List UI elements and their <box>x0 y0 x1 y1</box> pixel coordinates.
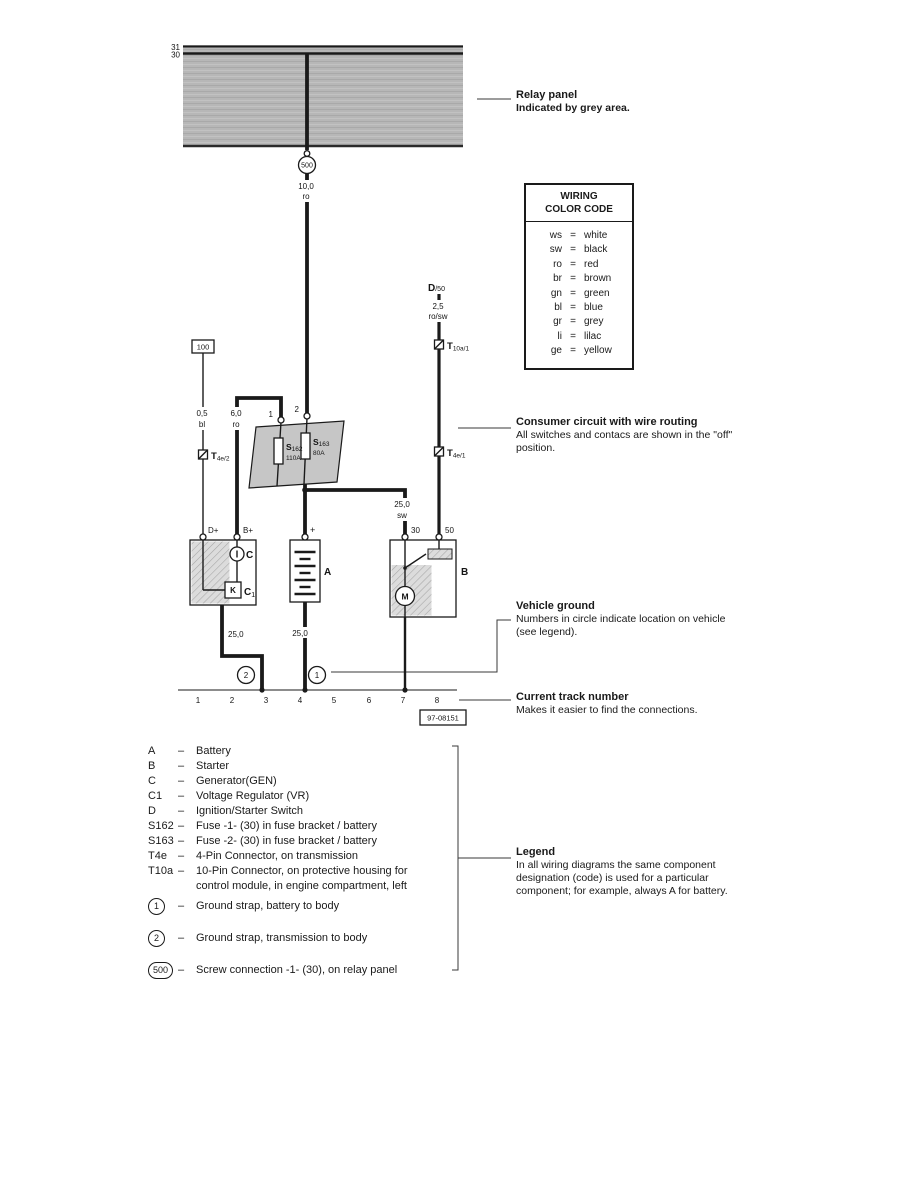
terminal-50 <box>436 534 442 540</box>
track-31-label: 31 <box>171 43 180 52</box>
motor-label: M <box>401 591 409 602</box>
color-code-name: white <box>584 230 608 241</box>
wire-size-label: 6,0 <box>230 409 242 418</box>
color-code-name: green <box>584 287 610 299</box>
color-code-abbr: br <box>553 273 562 285</box>
annotation-title: Consumer circuit with wire routing <box>516 416 698 428</box>
legend-row-ground-1 <box>148 898 478 915</box>
equals-sign: = <box>570 273 576 285</box>
color-code-name: brown <box>584 273 612 285</box>
color-code-row <box>526 330 632 344</box>
wire-color-label: ro/sw <box>428 312 448 321</box>
track-number-6: 6 <box>366 696 372 705</box>
fuse-pin-1-terminal <box>278 417 284 423</box>
wire-starter-feed <box>305 490 416 534</box>
legend-code: S162 <box>148 820 174 832</box>
fuse-s162-amp-label: 110A <box>286 455 301 462</box>
generator-hatch <box>192 542 230 604</box>
color-code-rows <box>526 222 632 368</box>
wire-size-label: 10,0 <box>298 182 314 191</box>
legend-row <box>148 864 478 894</box>
dash: – <box>178 865 185 877</box>
terminal-plus <box>302 534 308 540</box>
relay-panel <box>171 43 463 147</box>
legend-desc: Ground strap, transmission to body <box>196 932 368 944</box>
wire-size-label: 2,5 <box>432 302 444 311</box>
legend-row <box>148 774 478 789</box>
diagram-number-box <box>420 710 466 725</box>
wire-ignition-d50 <box>424 283 469 534</box>
legend-code: B <box>148 760 156 772</box>
ground-1-badge: 1 <box>148 898 165 915</box>
annotation-body: component; for example, always A for battery. <box>516 885 728 897</box>
annotation-body: All switches and contacs are shown in the "off" <box>516 429 733 441</box>
color-code-abbr: gr <box>553 316 562 328</box>
color-code-row <box>526 272 632 286</box>
wire-size-label: 25,0 <box>228 630 244 639</box>
terminal-30 <box>402 534 408 540</box>
terminal-plus-label: + <box>310 525 316 535</box>
legend-desc-line1: 10-Pin Connector, on protective housing for <box>196 865 408 877</box>
wire-size-label: 25,0 <box>394 500 410 509</box>
annotation-body: position. <box>516 442 556 454</box>
starter-code-label: B <box>461 567 469 578</box>
wire-size-label: 25,0 <box>292 629 308 638</box>
ground-2-badge: 2 <box>148 930 165 947</box>
terminal-50-label: 50 <box>445 526 454 535</box>
color-code-name: lilac <box>584 330 602 342</box>
d50-label <box>428 283 445 294</box>
track-number-1: 1 <box>195 696 201 705</box>
legend-row <box>148 804 478 819</box>
legend-code: D <box>148 805 156 817</box>
track-number-3: 3 <box>263 696 269 705</box>
annotation-vehicle-ground <box>516 600 826 639</box>
screw-500-badge: 500 <box>148 962 173 979</box>
legend-desc: Generator(GEN) <box>196 775 277 787</box>
terminal-30-label: 30 <box>411 526 420 535</box>
d-sub: /50 <box>435 286 445 293</box>
ground-1-number: 1 <box>314 671 320 680</box>
terminal-d-plus <box>200 534 206 540</box>
legend-code <box>148 962 178 979</box>
legend-code <box>148 898 178 915</box>
t-sub: 4e/2 <box>216 455 230 463</box>
track-number-4: 4 <box>297 696 303 705</box>
dash: – <box>178 775 185 787</box>
color-code-name: red <box>584 258 599 270</box>
equals-sign: = <box>570 244 576 256</box>
wire-color-label: ro <box>302 192 310 201</box>
wire-color-label: bl <box>198 420 206 429</box>
legend-row <box>148 789 478 804</box>
legend-desc: Fuse -1- (30) in fuse bracket / battery <box>196 820 377 832</box>
battery-code-label: A <box>324 567 332 578</box>
fuse-code: S <box>313 437 319 447</box>
terminal-b-plus <box>234 534 240 540</box>
legend-row <box>148 744 478 759</box>
annotation-title: Relay panel <box>516 89 578 101</box>
wiring-color-code-box <box>524 183 634 370</box>
legend-row-screw-500 <box>148 962 478 979</box>
dash: – <box>178 760 185 772</box>
generator-code-label: C <box>246 550 254 561</box>
t-label: T <box>447 341 453 352</box>
legend-row <box>148 849 478 864</box>
legend-desc: 4-Pin Connector, on transmission <box>196 850 359 862</box>
terminal-d-plus-label: D+ <box>208 526 219 535</box>
battery-box <box>290 540 320 602</box>
fuse-pin-2-label: 2 <box>294 405 299 414</box>
legend-code: C1 <box>148 790 163 802</box>
color-code-row <box>526 301 632 315</box>
color-code-row <box>526 243 632 257</box>
generator <box>190 526 256 605</box>
equals-sign: = <box>570 330 576 342</box>
screw-connection-label: 500 <box>301 162 313 170</box>
fuse-pin-2-terminal <box>304 413 310 419</box>
diagram-number: 97-08151 <box>427 713 459 723</box>
legend-desc: Battery <box>196 745 231 757</box>
color-code-abbr: ge <box>550 345 562 357</box>
legend-row <box>148 819 478 834</box>
connector-100-label: 100 <box>196 342 210 352</box>
fuse-code: S <box>286 442 292 452</box>
legend-code: S163 <box>148 835 174 847</box>
track-30-label: 30 <box>171 50 180 60</box>
legend-row <box>148 759 478 774</box>
annotation-body: Numbers in circle indicate location on vehicle <box>516 613 726 625</box>
legend-desc: Starter <box>196 760 230 772</box>
color-code-title-line1: WIRING <box>560 191 598 202</box>
color-code-name: grey <box>584 316 604 328</box>
connector-t4e1-icon <box>435 447 444 456</box>
color-code-row <box>526 229 632 243</box>
connector-t4e2-icon <box>199 450 208 459</box>
regulator-k-label: K <box>230 586 236 595</box>
annotation-relay-panel <box>516 89 826 115</box>
color-code-row <box>526 258 632 272</box>
color-code-abbr: bl <box>554 302 562 314</box>
equals-sign: = <box>570 302 576 314</box>
color-code-abbr: gn <box>550 287 562 299</box>
dash: – <box>178 805 185 817</box>
ground-badge-2 <box>238 667 255 684</box>
fuse-s162-icon <box>274 438 283 464</box>
annotation-body: designation (code) is used for a particular <box>516 872 709 884</box>
connector-t4e2-label <box>211 451 230 463</box>
connector-t4e1-label <box>447 448 466 460</box>
relay-panel-area <box>183 45 463 147</box>
t-label: T <box>211 451 217 462</box>
t-sub: 10a/1 <box>452 345 470 353</box>
dash: – <box>178 932 185 944</box>
color-code-name: yellow <box>584 345 612 357</box>
fuse-code-sub: 162 <box>291 446 303 453</box>
track-number-7: 7 <box>400 696 406 705</box>
annotation-consumer-circuit <box>516 416 826 455</box>
color-code-title <box>526 185 632 222</box>
t-sub: 4e/1 <box>452 452 466 460</box>
annotation-body: Indicated by grey area. <box>516 102 630 114</box>
equals-sign: = <box>570 258 576 270</box>
legend-desc: Ignition/Starter Switch <box>196 805 303 817</box>
equals-sign: = <box>570 230 576 241</box>
solenoid-symbol <box>428 549 452 559</box>
color-code-name: black <box>584 244 608 256</box>
wire-d-plus <box>192 340 230 534</box>
component-legend <box>148 744 478 979</box>
annotation-body: In all wiring diagrams the same component <box>516 859 716 871</box>
legend-code: T4e <box>148 850 167 862</box>
track-number-2: 2 <box>229 696 235 705</box>
connector-t10a1-icon <box>435 340 444 349</box>
dash: – <box>178 900 185 912</box>
legend-row-ground-2 <box>148 930 478 947</box>
d-label: D <box>428 283 436 294</box>
color-code-row <box>526 344 632 358</box>
dash: – <box>178 835 185 847</box>
legend-code: T10a <box>148 865 174 877</box>
legend-row <box>148 834 478 849</box>
color-code-abbr: li <box>557 330 562 342</box>
legend-code <box>148 930 178 947</box>
dash: – <box>178 790 185 802</box>
legend-desc <box>196 864 478 894</box>
legend-code: C <box>148 775 156 787</box>
switch-pivot <box>403 566 407 570</box>
dash: – <box>178 964 185 976</box>
current-track-rail <box>178 690 457 705</box>
fuse-code-sub: 163 <box>318 441 330 448</box>
color-code-name: blue <box>584 302 603 314</box>
annotation-body: (see legend). <box>516 626 578 638</box>
ground-2-number: 2 <box>243 671 249 680</box>
wire-color-label: sw <box>397 511 407 520</box>
color-code-row <box>526 315 632 329</box>
color-code-abbr: ws <box>549 230 562 241</box>
annotation-current-track <box>516 691 826 717</box>
battery <box>290 525 331 602</box>
wire-color-label: ro <box>232 420 240 429</box>
callout-vehicle-ground <box>331 620 511 672</box>
legend-desc: Ground strap, battery to body <box>196 900 340 912</box>
annotation-title: Current track number <box>516 691 629 703</box>
track-number-8: 8 <box>434 696 440 705</box>
code: C <box>244 587 252 598</box>
t-label: T <box>447 448 453 459</box>
color-code-title-line2: COLOR CODE <box>545 203 613 215</box>
annotation-title: Legend <box>516 846 556 858</box>
annotation-legend <box>516 846 826 898</box>
track-number-5: 5 <box>331 696 337 705</box>
color-code-abbr: ro <box>553 258 562 270</box>
fuse-s163-amp-label: 80A <box>313 450 325 457</box>
code-sub: 1 <box>251 592 256 599</box>
legend-desc: Voltage Regulator (VR) <box>196 790 310 802</box>
fuse-box <box>249 405 344 488</box>
dash: – <box>178 850 185 862</box>
equals-sign: = <box>570 287 576 299</box>
fuse-pin-1-label: 1 <box>268 410 273 419</box>
panel-exit-terminal <box>304 151 310 157</box>
terminal-b-plus-label: B+ <box>243 526 254 535</box>
ground-badge-1 <box>309 667 326 684</box>
equals-sign: = <box>570 345 576 357</box>
dash: – <box>178 820 185 832</box>
legend-desc: Fuse -2- (30) in fuse bracket / battery <box>196 835 377 847</box>
wire-size-label: 0,5 <box>196 409 208 418</box>
dash: – <box>178 745 185 757</box>
starter <box>390 526 468 617</box>
ground-wire-starter <box>402 617 407 693</box>
color-code-abbr: sw <box>549 244 562 256</box>
legend-desc-line2: control module, in engine compartment, left <box>196 880 407 892</box>
annotation-body: Makes it easier to find the connections. <box>516 704 698 716</box>
legend-code: A <box>148 745 156 757</box>
connector-t10a1-label <box>447 341 469 353</box>
equals-sign: = <box>570 316 576 328</box>
annotation-title: Vehicle ground <box>516 600 595 612</box>
legend-desc: Screw connection -1- (30), on relay panel <box>196 964 398 976</box>
color-code-row <box>526 287 632 301</box>
